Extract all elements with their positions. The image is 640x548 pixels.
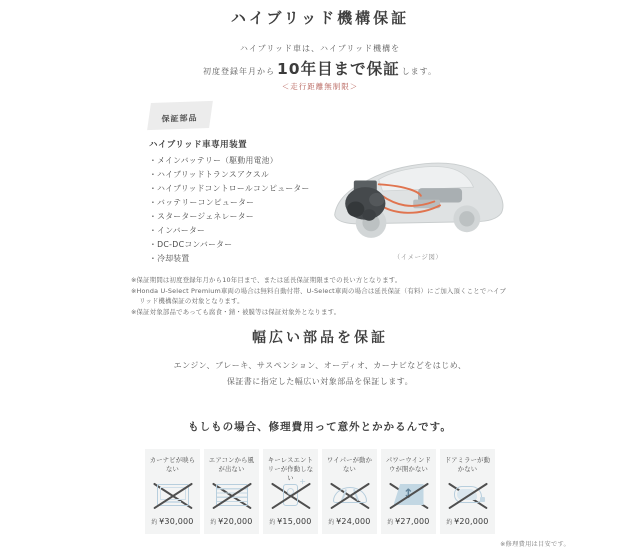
part-item: ・ ハイブリッドコントロールコンピューター (149, 182, 327, 196)
price-value: ¥20,000 (454, 516, 489, 526)
card-label: ドアミラーが動かない (444, 456, 491, 473)
card-price (328, 517, 370, 526)
part-item: ・ 冷却装置 (149, 252, 327, 266)
repair-cost-card (322, 449, 377, 534)
footnote-line: ※保証対象部品であっても腐食・錆・被膜等は保証対象外となります。 (131, 307, 341, 316)
card-label: ワイパーが動かない (326, 456, 373, 473)
car-navi-crossed-icon (153, 481, 193, 509)
lead-text-line1: ハイブリッド車は、ハイブリッド機構を (239, 44, 401, 53)
footnotes (131, 275, 509, 317)
part-glyph (454, 486, 482, 503)
page-title: ハイブリッド機構保証 (230, 9, 410, 27)
card-price (387, 517, 429, 526)
wide-parts-line1: エンジン、ブレーキ、サスペンション、オーディオ、カーナビなどをはじめ、 (173, 360, 467, 370)
price-value: ¥20,000 (218, 516, 253, 526)
repair-cost-card (263, 449, 318, 534)
part-item: ・ インバーター (149, 224, 327, 238)
price-value: ¥30,000 (159, 516, 194, 526)
part-glyph (394, 484, 424, 505)
approx-label: 約 (446, 518, 453, 526)
price-value: ¥24,000 (336, 516, 371, 526)
parts-list-title: ハイブリッド車専用装置 (149, 140, 248, 150)
approx-label: 約 (151, 518, 158, 526)
repair-cost-disclaimer: ※修理費用は目安です。 (500, 540, 570, 548)
lead-suffix: します。 (401, 67, 437, 76)
image-caption: （イメージ図） (393, 253, 443, 261)
warranty-parts-badge (147, 101, 213, 130)
door-mirror-crossed-icon (448, 481, 488, 509)
repair-cost-title: もしもの場合、修理費用って意外とかかるんです。 (188, 420, 452, 433)
repair-cost-cards (0, 449, 640, 534)
wide-parts-title: 幅広い部品を保証 (252, 329, 388, 346)
price-value: ¥27,000 (395, 516, 430, 526)
hybrid-car-illustration (327, 136, 509, 246)
power-window-crossed-icon (389, 481, 429, 509)
lead-strong-text: 10年目まで保証 (277, 60, 400, 78)
part-glyph (333, 487, 367, 503)
price-value: ¥15,000 (277, 516, 312, 526)
approx-label: 約 (328, 518, 335, 526)
wide-parts-text (0, 358, 640, 390)
part-glyph (283, 484, 298, 506)
approx-label: 約 (210, 518, 217, 526)
card-price (446, 517, 488, 526)
lead-prefix: 初度登録年月から (203, 67, 276, 76)
approx-label: 約 (269, 518, 276, 526)
card-label: カーナビが映らない (149, 456, 196, 473)
card-label: パワーウインドウが開かない (385, 456, 432, 473)
wide-parts-line2: 保証書に指定した幅広い対象部品を保証します。 (226, 376, 414, 386)
keyless-entry-crossed-icon (271, 481, 311, 509)
card-label: エアコンから風が出ない (208, 456, 255, 473)
card-price (151, 517, 193, 526)
repair-cost-card (204, 449, 259, 534)
repair-cost-card (145, 449, 200, 534)
part-item: ・ スタータージェネレーター (149, 210, 327, 224)
lead-text-line2 (0, 57, 640, 79)
card-price (210, 517, 252, 526)
repair-cost-card (440, 449, 495, 534)
card-label: キーレスエントリーが作動しない (267, 456, 314, 483)
approx-label: 約 (387, 518, 394, 526)
footnote-line: ※保証期間は初度登録年月から10年目まで、または延長保証期限までの長い方となります。 (131, 276, 402, 285)
card-price (269, 517, 311, 526)
part-item: ・ バッテリーコンピューター (149, 196, 327, 210)
part-item: ・ ハイブリッドトランスアクスル (149, 168, 327, 182)
air-conditioner-crossed-icon (212, 481, 252, 509)
wiper-crossed-icon (330, 481, 370, 509)
badge-label: 保証部品 (161, 113, 198, 124)
part-item: ・ DC-DCコンバーター (149, 238, 327, 252)
part-item: ・ メインバッテリー（駆動用電池） (149, 154, 327, 168)
part-glyph (157, 484, 189, 506)
mileage-unlimited-note: ＜走行距離無制限＞ (281, 82, 359, 91)
parts-list (149, 154, 327, 266)
footnote-line: ※Honda U-Select Premium車両の場合は無料自動付帯、U-Select車両の場合は延長保証（有料）にご加入頂くことでハイブリッド機構保証の対象となります。 (131, 286, 507, 306)
part-glyph (216, 484, 248, 506)
repair-cost-card (381, 449, 436, 534)
